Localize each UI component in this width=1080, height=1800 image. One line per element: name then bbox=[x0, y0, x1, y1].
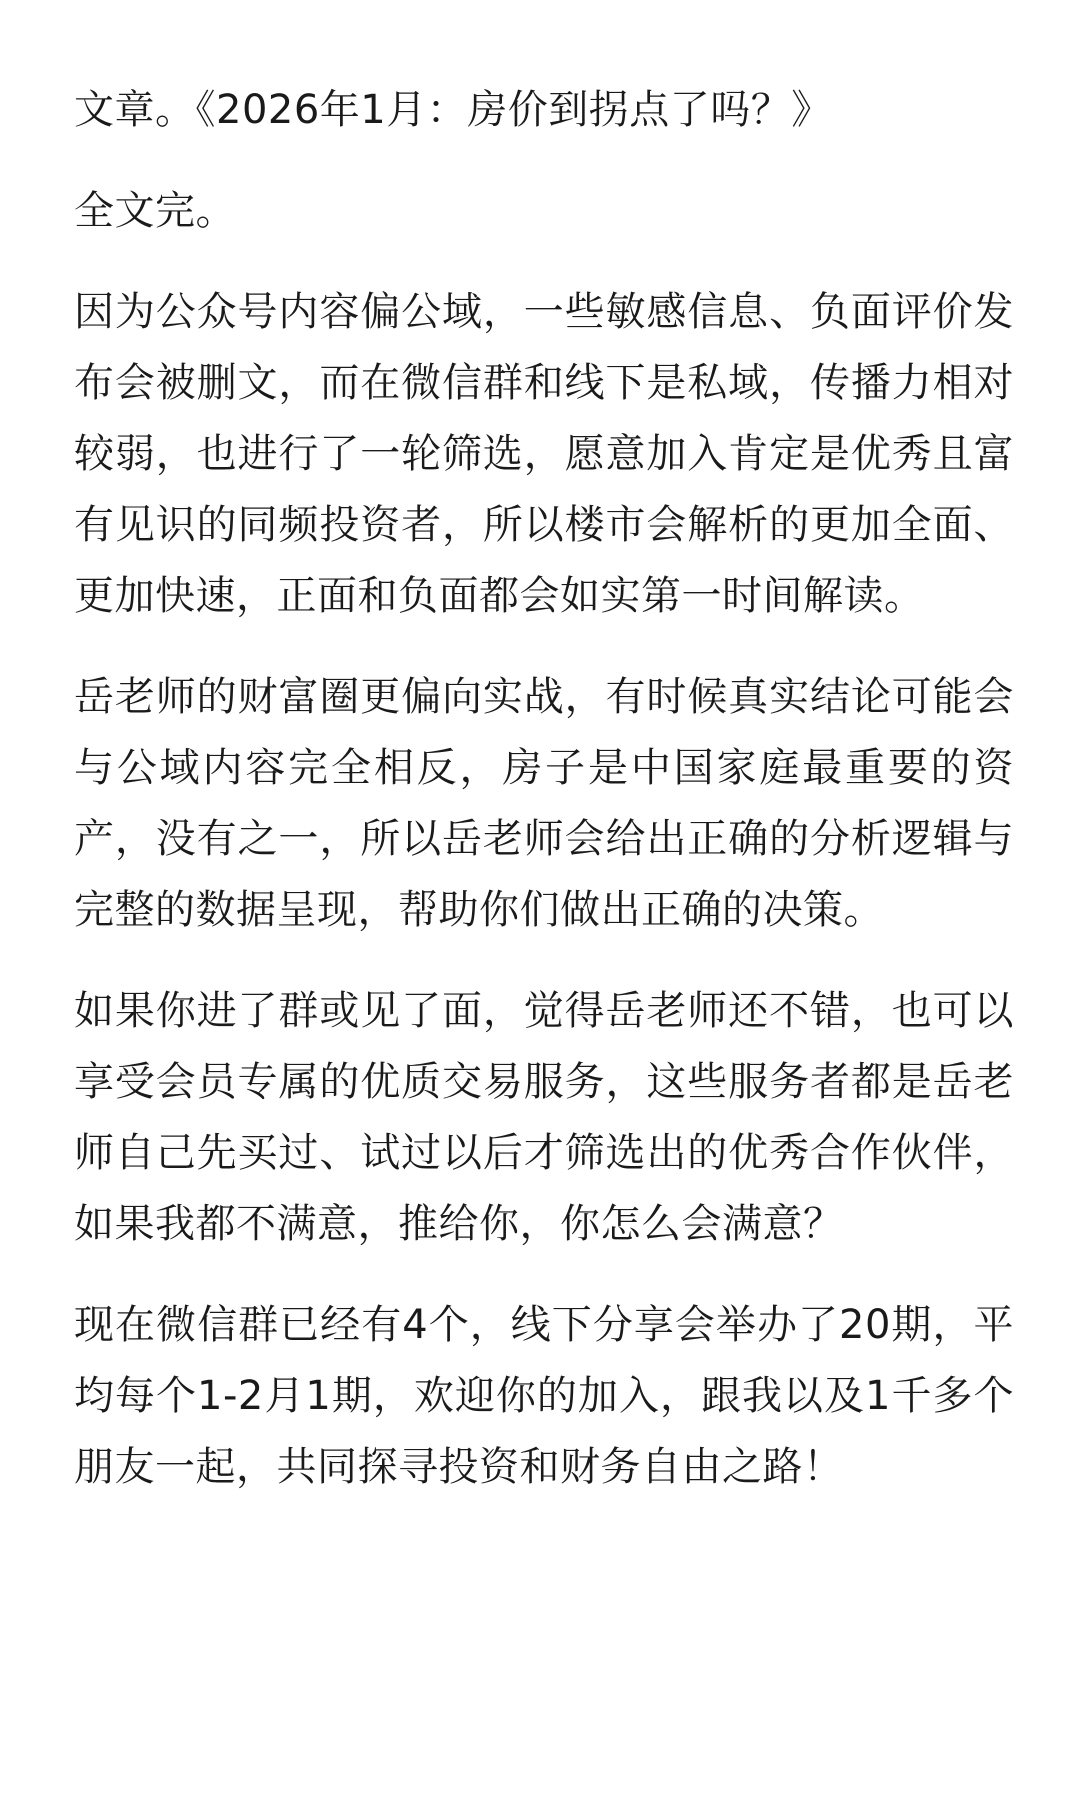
paragraph-invitation: 现在微信群已经有4个，线下分享会举办了20期，平均每个1-2月1期，欢迎你的加入，跟我以及1千多个朋友一起，共同探寻投资和财务自由之路！ bbox=[74, 1302, 1014, 1490]
article-body bbox=[74, 75, 1014, 1503]
article-reference-line: 文章。《2026年1月：房价到拐点了吗？》 bbox=[74, 87, 832, 133]
paragraph-wealth-circle: 岳老师的财富圈更偏向实战，有时候真实结论可能会与公域内容完全相反，房子是中国家庭最重要的资产，没有之一，所以岳老师会给出正确的分析逻辑与完整的数据呈现，帮助你们做出正确的决策。 bbox=[74, 674, 1014, 933]
end-of-article-line: 全文完。 bbox=[74, 188, 236, 234]
paragraph-public-vs-private: 因为公众号内容偏公域，一些敏感信息、负面评价发布会被删文，而在微信群和线下是私域，传播力相对较弱，也进行了一轮筛选，愿意加入肯定是优秀且富有见识的同频投资者，所以楼市会解析的更加全面、更加快速，正面和负面都会如实第一时间解读。 bbox=[74, 289, 1014, 619]
paragraph-member-services: 如果你进了群或见了面，觉得岳老师还不错，也可以享受会员专属的优质交易服务，这些服务者都是岳老师自己先买过、试过以后才筛选出的优秀合作伙伴，如果我都不满意，推给你，你怎么会满意？ bbox=[74, 988, 1014, 1247]
